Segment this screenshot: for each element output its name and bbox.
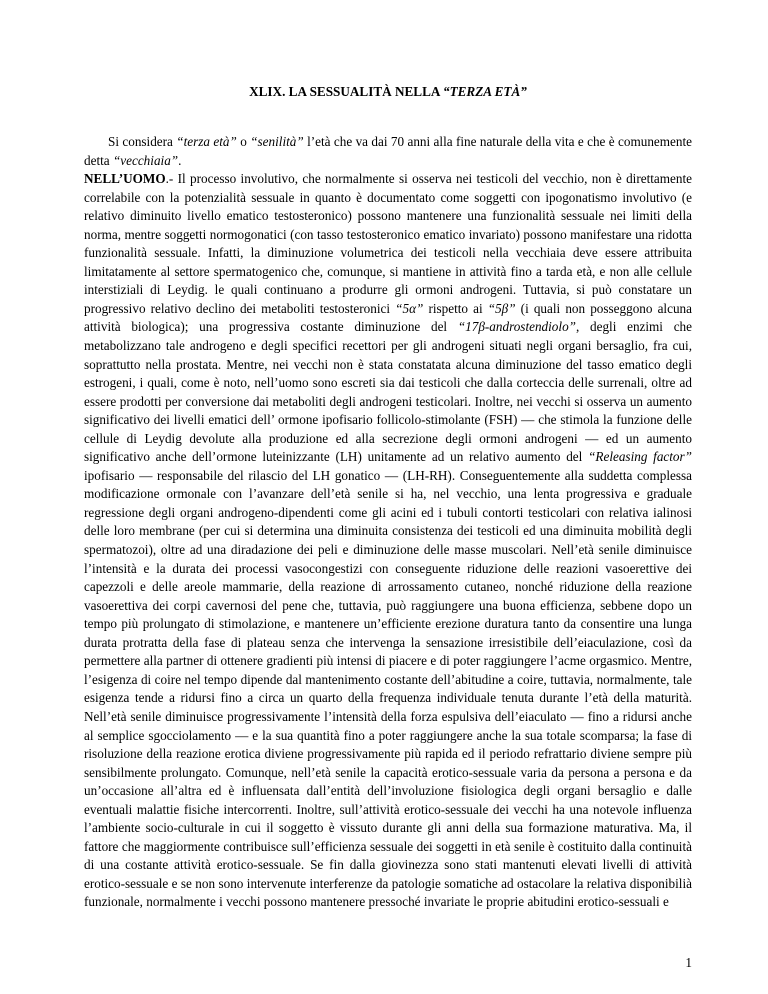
page-number: 1 (685, 955, 692, 970)
intro-paragraph (84, 133, 692, 170)
text-run: (i quali non posseggono alcuna attività biologica); una progressiva costante diminuzione del (84, 300, 692, 335)
text-run: “terza età” (176, 134, 237, 149)
text-run: “5β” (487, 300, 516, 316)
text-run: “senilità” (250, 134, 304, 149)
text-run: Si considera (108, 134, 177, 149)
text-run: ipofisario ― responsabile del rilascio del LH gonatico ― (LH-RH). Conseguentemente alla suddetta complessa modificazione ormonale con l’avanzare dell’età senile si ha, nel vecchio, una lenta progressiva e graduale regressione degli organi androgeno-dipendenti come gli acini ed i tubuli contorti testicolari con relativa ialinosi delle loro membrane (per cui si determina una diminuita consistenza dei testicoli ed una diminuita mobilità degli spermatozoi), oltre ad una diradazione dei peli e diminuzione delle masse muscolari. Nell’età senile diminuisce l’intensità e la durata dei processi vasocongestizi con conseguente riduzione delle reazioni vasoerettive dei capezzoli e delle areole mammarie, della reazione di arrossamento cutaneo, nonché riduzione della reazione vasoerettiva dei corpi cavernosi del pene che, tuttavia, può raggiungere una buona efficienza, sebbene dopo un tempo più prolungato di stimolazione, e mantenere un’efficiente erezione duratura tanto da consentire una lunga durata protratta della fase di plateau senza che intervenga la sensazione irresistibile dell’eiaculazione, così da permettere alla partner di ottenere gradienti più intensi di piacere e di poter raggiungere l’acme orgasmico. Mentre, l’esigenza di coire nel tempo dipende dal mantenimento costante dell’abitudine a coire, tuttavia, normalmente, tale esigenza tende a ridursi fino a circa un quarto della frequenza individuale tenuta durante l’età della maturità. Nell’età senile diminuisce progressivamente l’intensità della forza espulsiva dell’eiaculato ― fino a ridursi anche al semplice sgocciolamento ― e la sua quantità fino a poter raggiungere anche la sua totale scomparsa; la fase di risoluzione della reazione erotica diviene progressivamente più rapida ed il periodo refrattario diviene sempre più sensibilmente prolungato. Comunque, nell’età senile la capacità erotico-sessuale varia da persona a persona e da un’occasione all’altra ed è influensata dall’entità dell’involuzione fisiologica degli organi bersaglio e dalle eventuali malattie fisiche intercorrenti. Inoltre, sull’attività erotico-sessuale dei vecchi ha una notevole influenza l’ambiente socio-culturale in cui il soggetto è vissuto durante gli anni della sua formazione maturativa. Ma, il fattore che maggiormente contribuisce sull’efficienza sessuale dei soggetti in età senile è costituito dalla continuità di una costante attività erotico-sessuale. Se fin dalla giovinezza sono stati mantenuti elevati livelli di attività erotico-sessuale e se non sono intervenute interferenze da patologie somatiche ad ostacolare la relativa disponibilià funzionale, normalmente i vecchi possono mantenere pressoché invariate le proprie abitudini erotico-sessuali e (84, 467, 692, 910)
text-run: “17β-androstendiolo” (457, 319, 576, 335)
text-run: “vecchiaia” (112, 152, 179, 168)
text-run: “Releasing factor” (588, 449, 692, 465)
man-section-paragraph (84, 170, 692, 912)
text-run: l’età che va dai 70 anni alla fine naturale della vita e che è comunemente detta (84, 134, 693, 168)
text-run: “5α” (395, 300, 424, 316)
chapter-title (84, 84, 692, 100)
text-run: .- Il processo involutivo, che normalmente si osserva nei testicoli del vecchio, non è direttamente correlabile con la potenzialità sessuale in quanto è documentato come soggetti con ipogonatismo involutivo (e relativo diminuito livello ematico testosteronico) possono mantenere una funzionalità sessuale nei limiti della norma, mentre soggetti normogonatici (con tasso testosteronico ematico invariato) possono manifestare una ridotta funzionalità sessuale. Infatti, la diminuzione volumetrica dei testicoli nella vecchiaia deve essere attribuita limitatamente al settore spermatogenico che, comunque, si mantiene in attività fino a tarda età, e non alle cellule interstiziali di Leydig. le quali continuano a produrre gli ormoni androgeni. Tuttavia, si può constatare un progressivo relativo declino dei metaboliti testosteronici (84, 171, 692, 316)
chapter-title-text: XLIX. LA SESSUALITÀ NELLA (249, 84, 443, 99)
chapter-title-italic: “TERZA ETÀ” (442, 84, 527, 99)
text-run: , degli enzimi che metabolizzano tale androgeno e degli specifici recettori per gli androgeni situati negli organi bersaglio, fra cui, soprattutto nella prostata. Mentre, nei vecchi non è stata constatata alcuna diminuzione del tasso ematico degli estrogeni, i quali, come è noto, nell’uomo sono escreti sia dai testicoli che dalla corteccia delle surrenali, oltre ad essere prodotti per conversione dai metaboliti degli androgeni testicolari. Inoltre, nei vecchi si osserva un aumento significativo dei livelli ematici dell’ ormone ipofisario follicolo-stimolante (FSH) ― che stimola la funzione delle cellule di Leydig devolute alla produzione ed alla secrezione degli ormoni androgeni ― ed un aumento significativo anche dell’ormone luteinizzante (LH) unitamente ad un relativo aumento del (84, 319, 692, 465)
text-run: . (178, 152, 182, 168)
text-run: o (236, 134, 251, 149)
text-run: rispetto ai (423, 300, 488, 316)
section-heading: NELL’UOMO (84, 171, 166, 187)
body-text (84, 133, 692, 912)
